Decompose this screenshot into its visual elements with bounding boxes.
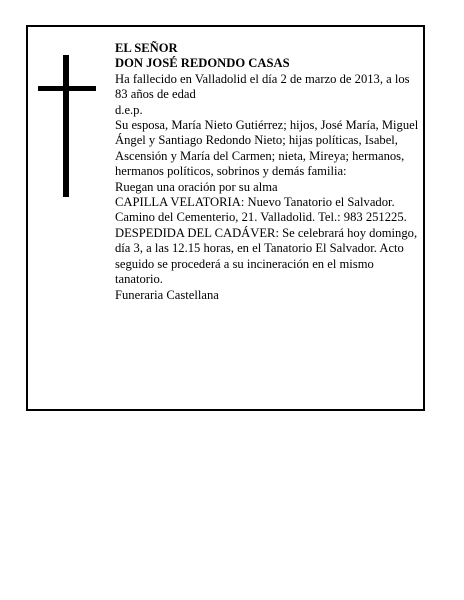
obituary-notice [26,25,425,411]
death-announcement: Ha fallecido en Valladolid el día 2 de marzo de 2013, a los 83 años de edad [115,71,410,102]
cross-icon [38,55,98,197]
funeral-home: Funeraria Castellana [115,287,219,302]
farewell-info: DESPEDIDA DEL CADÁVER: Se celebrará hoy domingo, día 3, a las 12.15 horas, en el Tanatorio El Salvador. Acto seguido se procederá a su incineración en el mismo tanatorio. [115,225,418,287]
cross-vertical-bar [63,55,69,197]
cross-horizontal-bar [38,86,96,91]
deceased-title: EL SEÑOR [115,41,178,55]
rip-line: d.e.p. [115,102,143,117]
prayer-request: Ruegan una oración por su alma [115,179,278,194]
chapel-info: CAPILLA VELATORIA: Nuevo Tanatorio el Salvador. Camino del Cementerio, 21. Valladolid. Tel.: 983 251225. [115,195,407,225]
notice-text [115,41,420,303]
deceased-name: DON JOSÉ REDONDO CASAS [115,56,290,71]
family-list: Su esposa, María Nieto Gutiérrez; hijos, José María, Miguel Ángel y Santiago Redondo Nieto; hijas políticas, Isabel, Ascensión y María del Carmen; nieta, Mireya; hermanos, hermanos políticos, sobrinos y demás familia: [115,118,419,179]
